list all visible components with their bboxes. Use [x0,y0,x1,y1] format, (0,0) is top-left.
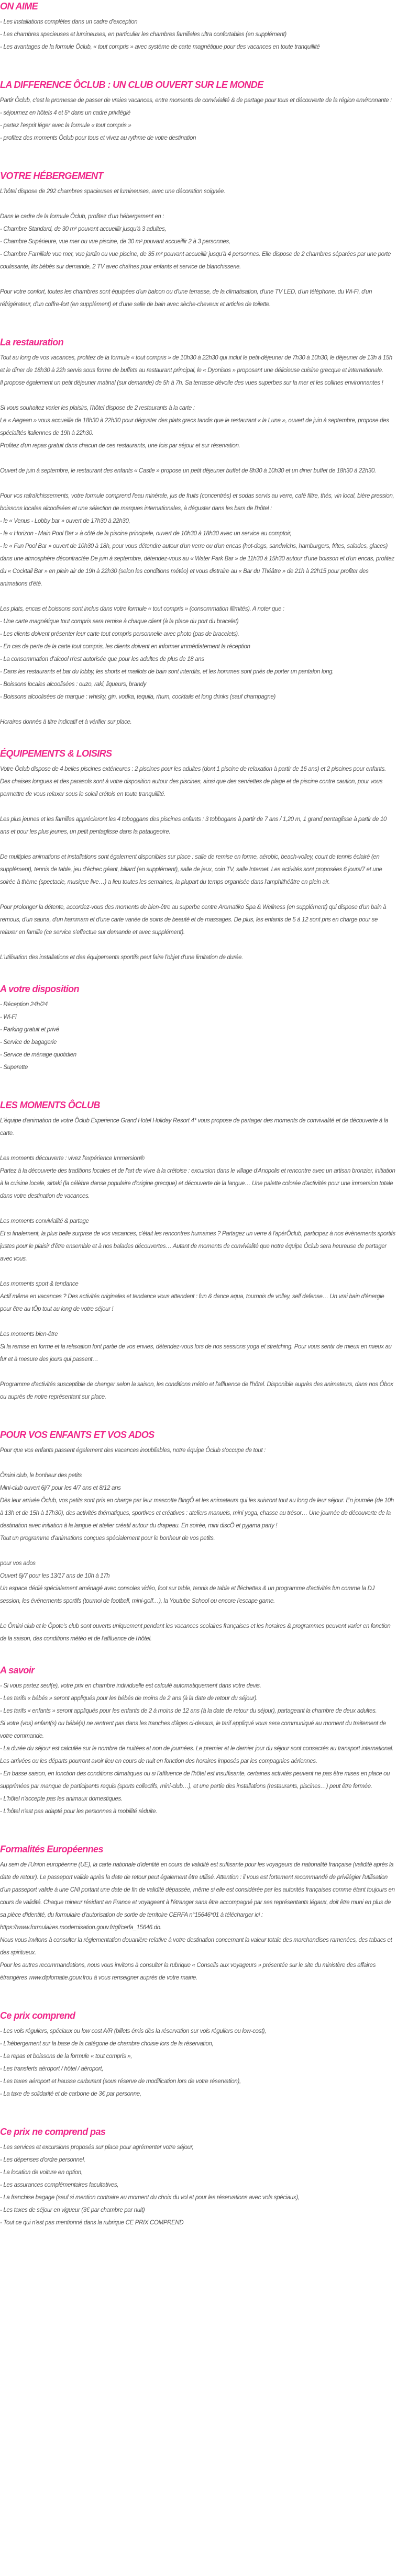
list-item: - Service de bagagerie [0,1039,57,1045]
paragraph: L'utilisation des installations et des équipements sportifs peut faire l'objet d'une limitation de durée. [0,954,243,961]
paragraph: Dans le cadre de la formule Ôclub, profitez d'un hébergement en : [0,213,164,220]
section-title: Ce prix comprend [0,2010,75,2021]
moment-block [0,1328,396,1366]
list-item: - Les avantages de la formule Ôclub, « tout compris » avec système de carte magnétique pour des vacances en toute tranquillité [0,44,320,50]
paragraph: Si vous souhaitez varier les plaisirs, l'hôtel dispose de 2 restaurants à la carte : [0,405,195,411]
list-item: - Les assurances complémentaires facultatives, [0,2182,119,2188]
list-item: - Une carte magnétique tout compris sera remise à chaque client (à la place du port du bracelet) [0,618,239,625]
moment-block [0,1152,396,1202]
paragraph: Le Ômini club et le Ôpote's club sont ouverts uniquement pendant les vacances scolaires françaises et les horaires & programmes peuvent varier en fonction de la saison, des conditions météo et de l'affluence de l'hôtel. [0,1623,391,1642]
list-item: - En cas de perte de la carte tout compris, les clients doivent en informer immédiatement la réception [0,644,250,650]
section-title: A votre disposition [0,984,79,994]
section-title: ÉQUIPEMENTS & LOISIRS [0,748,112,759]
paragraph: Pour que vos enfants passent également des vacances inoubliables, notre équipe Ôclub s'occupe de tout : [0,1447,266,1454]
paragraph: Les plats, encas et boissons sont inclus dans votre formule « tout compris » (consommation illimités). A noter que : [0,606,284,612]
list-item: - le « Venus - Lobby bar » ouvert de 17h30 à 22h30, [0,518,130,524]
list-item: - Si vous partez seul(e), votre prix en chambre individuelle est calculé automatiquement dans votre devis. [0,1683,261,1689]
section-title: VOTRE HÉBERGEMENT [0,171,103,181]
section-a-savoir [0,1664,396,1818]
list-item: - Les dépenses d'ordre personnel, [0,2157,85,2163]
paragraph: Pour vos rafraîchissements, votre formule comprend l'eau minérale, jus de fruits (concentrés) et sodas servis au verre, café filtre, thés, vin local, bière pression, boissons locales alcoolisées et une sélection de marques internationales, à déguster dans les bars de l'hôtel : [0,493,394,512]
list-item: - Les taxes de séjour en vigueur (3€ par chambre par nuit) [0,2207,145,2213]
paragraph: Partez à la découverte des traditions locales et de l'art de vivre à la crétoise : excursion dans le village d'Anopolis et rencontre avec un artisan bronzier, initiation à la cuisine locale, sirtaki (la célèbre danse populaire d'origine grecque) et découverte de la langue… Une palette colorée d'activités pour une immersion totale dans votre destination de vacances. [0,1168,395,1199]
section-restauration [0,336,396,728]
paragraph: Si la remise en forme et la relaxation font partie de vos envies, détendez-vous lors de nos sessions yoga et stretching. Pour vous sentir de mieux en mieux au fur et à mesure des jours qui passent… [0,1344,392,1363]
section-formalites [0,1843,396,1984]
paragraph: Le « Aegean » vous accueille de 18h30 à 22h30 pour déguster des plats grecs tandis que le restaurant « la Luna », ouvert de juin à septembre, propose des spécialités italiennes de 19h à 22h30. [0,418,389,436]
list-item: - Dans les restaurants et bar du lobby, les shorts et maillots de bain sont interdits, et les hommes sont priés de porter un pantalon long. [0,669,334,675]
paragraph: Actif même en vacances ? Des activités originales et tendance vous attendent : fun & dance aqua, tournois de volley, self defense… Un vrai bain d'énergie pour être au tÔp tout au long de votre séjour ! [0,1293,384,1312]
list-item: - Wi-Fi [0,1014,17,1020]
section-title: POUR VOS ENFANTS ET VOS ADOS [0,1430,155,1440]
list-item: - La repas et boissons de la formule « tout compris », [0,2053,133,2060]
moment-block [0,1278,396,1315]
section-enfants-ados [0,1428,396,1645]
paragraph: Pour les autres recommandations, nous vous invitons à consulter la rubrique « Conseils aux voyageurs » présentée sur le site du ministère des affaires étrangères www.diplomatie.gouv.frou à vous renseigner auprès de votre mairie. [0,1962,376,1981]
moment-heading: Les moments bien-être [0,1331,58,1337]
list-item: - Chambre Familiale vue mer, vue jardin ou vue piscine, de 35 m² pouvant accueillir jusqu'à 4 personnes. Elle dispose de 2 chambres séparées par une porte coulissante, lits bébés sur demande, 2 TV avec chaînes pour enfants et service de blanchisserie. [0,251,391,270]
section-title: A savoir [0,1665,35,1675]
list-item: - Les vols réguliers, spéciaux ou low cost A/R (billets émis dès la réservation sur vols réguliers ou low-cost), [0,2028,267,2034]
paragraph: Et si finalement, la plus belle surprise de vos vacances, c'était les rencontres humaines ? Partagez un verre à l'apérÔclub, participez à nos évènements sportifs justes pour le plaisir d'être ensemble et à nos balades découvertes… Autant de moments de convivialité que notre équipe Ôclub sera heureuse de partager avec vous. [0,1231,395,1262]
list-item: - La durée du séjour est calculée sur le nombre de nuitées et non de journées. Le premier et le dernier jour du séjour sont consacrés au transport international. Les arrivées ou les départs pourront avoir lieu en cours de nuit en fonction des horaires imposés par les compagnies aériennes. [0,1746,394,1764]
list-item: - La location de voiture en option, [0,2169,83,2176]
section-prix-comprend [0,2009,396,2100]
paragraph: Profitez d'un repas gratuit dans chacun de ces restaurants, une fois par séjour et sur réservation. [0,443,240,449]
list-item: - En basse saison, en fonction des conditions climatiques ou si l'affluence de l'hôtel est insuffisante, certaines activités peuvent ne pas être mises en place ou supprimées par manque de participants requis (sports collectifs, mini-club…), et une partie des installations (restaurants, piscines…) peut être fermée. [0,1771,390,1790]
list-item: - Les services et excursions proposés sur place pour agrémenter votre séjour, [0,2144,194,2151]
mini-club-block [0,1469,396,1545]
list-item: - Chambre Supérieure, vue mer ou vue piscine, de 30 m² pouvant accueillir 2 à 3 personnes, [0,239,230,245]
list-item: Si votre (vos) enfant(s) ou bébé(s) ne rentrent pas dans les tranches d'âges ci-dessus, le tarif appliqué vous sera communiqué au moment du traitement de votre commande. [0,1720,386,1739]
list-item: - Les tarifs « bébés » seront appliqués pour les bébés de moins de 2 ans (à la date de retour du séjour). [0,1695,258,1702]
paragraph: Programme d'activités susceptible de changer selon la saison, les conditions météo et l'affluence de l'hôtel. Disponible auprès des animateurs, dans nos Ôbox ou auprès de notre représentant sur place. [0,1381,393,1400]
ados-club-block [0,1557,396,1607]
list-item: - Boissons alcoolisées de marque : whisky, gin, vodka, tequila, rhum, cocktails et long drinks (sauf champagne) [0,694,275,700]
list-item: - Les transferts aéroport / hôtel / aéroport, [0,2066,104,2072]
paragraph: Pour prolonger la détente, accordez-vous des moments de bien-être au superbe centre Aromatiko Spa & Wellness (en supplément) qui dispose d'un bain à remous, d'un sauna, d'un hammam et d'une carte variée de soins de beauté et de massages. De plus, les enfants de 5 à 12 sont pris en charge pour se relaxer en famille (ce service s'effectue sur demande et avec supplément). [0,904,387,936]
section-hebergement [0,170,396,311]
paragraph: Horaires donnés à titre indicatif et à vérifier sur place. [0,719,132,725]
section-title: Formalités Européennes [0,1844,103,1854]
list-item: - profitez des moments Ôclub pour tous et vivez au rythme de votre destination [0,135,196,141]
section-title: Ce prix ne comprend pas [0,2127,106,2137]
list-item: - séjournez en hôtels 4 et 5* dans un cadre privilégié [0,110,130,116]
list-item: - Service de ménage quotidien [0,1052,76,1058]
club-heading: Ômini club, le bonheur des petits [0,1472,82,1479]
section-equipements-loisirs [0,747,396,964]
paragraph: Dès leur arrivée Ôclub, vos petits sont pris en charge par leur mascotte BingÔ et les animateurs qui les suivront tout au long de leur séjour. En journée (de 10h à 13h et de 15h à 17h30), des activités thématiques, sportives et créatives : ateliers manuels, mini yoga, chasse au trésor… Une journée de découverte de la destination avec initiation à la langue et atelier créatif autour du drapeau. En soirée, mini discÔ et pyjama party ! [0,1498,394,1529]
moment-block [0,1215,396,1265]
list-item: - Les taxes aéroport et hausse carburant (sous réserve de modification lors de votre réservation), [0,2078,241,2085]
paragraph: Les plus jeunes et les familles apprécieront les 4 toboggans des piscines enfants : 3 tobbogans à partir de 7 ans / 1,20 m, 1 grand pentaglisse à partir de 10 ans et pour les plus jeunes, un petit pentaglisse dans la pataugeoire. [0,816,387,835]
list-item: - Les tarifs « enfants » seront appliqués pour les enfants de 2 à moins de 12 ans (à la date de retour du séjour), partageant la chambre de deux adultes. [0,1708,377,1714]
list-item: - Les clients doivent présenter leur carte tout compris personnelle avec photo (pas de bracelets). [0,631,239,637]
section-title: LES MOMENTS ÔCLUB [0,1100,100,1110]
club-heading: pour vos ados [0,1560,36,1567]
section-a-votre-disposition [0,983,396,1074]
list-item: - La franchise bagage (sauf si mention contraire au moment du choix du vol et pour les réservations avec vols spéciaux), [0,2195,300,2201]
paragraph: Un espace dédié spécialement aménagé avec consoles vidéo, foot sur table, tennis de table et fléchettes & un programme d'activités fun comme la DJ session, les événements sportifs (tournoi de football, mini-golf…), la Youtube School ou encore l'escape game. [0,1585,374,1604]
list-item: - Réception 24h/24 [0,1002,48,1008]
section-title: La restauration [0,337,64,347]
moment-heading: Les moments convivialité & partage [0,1218,89,1224]
paragraph: Nous vous invitons à consulter la réglementation douanière relative à votre destination concernant la valeur totale des marchandises ramenées, des tabacs et des spiritueux. [0,1937,392,1956]
list-item: - le « Horizon - Main Pool Bar » à côté de la piscine principale, ouvert de 10h30 à 18h30 avec un service au comptoir, [0,531,292,537]
cerfa-link[interactable]: https://www.formulaires.modernisation.gouv.fr/gf/cerfa_15646.do. [0,1925,162,1931]
list-item: - Les chambres spacieuses et lumineuses, en particulier les chambres familiales ultra confortables (en supplément) [0,31,286,38]
list-item: - La consommation d'alcool n'est autorisée que pour les adultes de plus de 18 ans [0,656,204,662]
section-title: LA DIFFERENCE ÔCLUB : UN CLUB OUVERT SUR LE MONDE [0,80,263,90]
paragraph: Pour votre confort, toutes les chambres sont équipées d'un balcon ou d'une terrasse, de la climatisation, d'une TV LED, d'un téléphone, du Wi-Fi, d'un réfrigérateur, d'un coffre-fort (en supplément) et d'une salle de bain avec sèche-cheveux et articles de toilette. [0,289,372,308]
room-types [0,210,396,273]
moment-heading: Les moments découverte : vivez l'expérience Immersion® [0,1155,145,1162]
paragraph: Partir Ôclub, c'est la promesse de passer de vraies vacances, entre moments de convivialité & de partage pour tous et découverte de la région environnante : [0,97,392,104]
paragraph: Il propose également un petit déjeuner matinal (sur demande) de 5h à 7h. Sa terrasse dévoile des vues superbes sur la mer et les collines environnantes ! [0,380,383,386]
paragraph: Tout au long de vos vacances, profitez de la formule « tout compris » de 10h30 à 22h30 qui inclut le petit-déjeuner de 7h30 à 10h30, le déjeuner de 13h à 15h et le dîner de 18h30 à 22h servis sous forme de buffets au restaurant principal, le « Dyonisos » proposant une délicieuse cuisine grecque et internationale. [0,355,392,374]
paragraph: L'équipe d'animation de votre Ôclub Experience Grand Hotel Holiday Resort 4* vous propose de partager des moments de convivialité et de découverte à la carte. [0,1118,389,1137]
section-title: ON AIME [0,1,38,12]
list-item: - partez l'esprit léger avec la formule « tout compris » [0,122,131,129]
list-item: - Tout ce qui n'est pas mentionné dans la rubrique CE PRIX COMPREND [0,2220,184,2226]
paragraph: De multiples animations et installations sont également disponibles sur place : salle de remise en forme, aérobic, beach-volley, court de tennis éclairé (en supplément), tennis de table, jeu d'échec géant, billard (en supplément), salle de jeux, coin TV, salle Internet. Les activités sont proposées 6 jours/7 et une soirée à thème (spectacle, musique live…) a lieu toutes les semaines, la plupart du temps organisée dans l'amphithéâtre en plein air. [0,854,382,885]
list-item: - Superette [0,1064,28,1071]
list-item: - L'hôtel n'est pas adapté pour les personnes à mobilité réduite. [0,1808,158,1815]
section-moments-oclub [0,1099,396,1403]
list-item: - Parking gratuit et privé [0,1027,59,1033]
paragraph: Tout un programme d'animations conçues spécialement pour le bonheur de vos petits. [0,1535,215,1542]
list-item: - L'hébergement sur la base de la catégorie de chambre choisie lors de la réservation, [0,2041,214,2047]
list-item: - Chambre Standard, de 30 m² pouvant accueillir jusqu'à 3 adultes, [0,226,167,232]
section-difference-oclub [0,78,396,144]
list-item: - La taxe de solidarité et de carbone de 3€ par personne, [0,2091,141,2097]
section-prix-ne-comprend-pas [0,2125,396,2229]
moment-heading: Les moments sport & tendance [0,1281,79,1287]
club-hours: Mini-club ouvert 6j/7 pour les 4/7 ans et 8/12 ans [0,1485,121,1491]
list-item: - L'hôtel n'accepte pas les animaux domestiques. [0,1796,123,1802]
list-item: - le « Fun Pool Bar » ouvert de 10h30 à 18h, pour vous détendre autour d'un verre ou d'un encas (hot-dogs, sandwichs, hamburgers, frites, salades, glaces) dans une atmosphère décontractée De juin à septembre, détendez-vous au « Water Park Bar » de 11h30 à 15h30 autour d'une boisson et d'un encas, profitez du « Cocktail Bar » en plein air de 19h à 22h30 (selon les conditions météo) et vous distraire au « Bar du Théâtre » de 21h à 22h15 pour profiter des animations d'été. [0,543,394,587]
list-item: - Les installations complètes dans un cadre d'exception [0,19,138,25]
paragraph: Votre Ôclub dispose de 4 belles piscines extérieures : 2 piscines pour les adultes (dont 1 piscine de relaxation à partir de 16 ans) et 2 piscines pour enfants. Des chaises longues et des parasols sont à votre disposition autour des piscines, ainsi que des serviettes de plage et de piscine contre caution, pour vous permettre de vous relaxer sous le soleil crétois en toute tranquillité. [0,766,386,797]
section-on-aime [0,0,396,53]
paragraph: L'hôtel dispose de 292 chambres spacieuses et lumineuses, avec une décoration soignée. [0,188,225,195]
paragraph: Ouvert de juin à septembre, le restaurant des enfants « Castle » propose un petit déjeuner buffet de 8h30 à 10h30 et un diner buffet de 18h30 à 22h30. [0,468,376,474]
list-item: - Boissons locales alcoolisées : ouzo, raki, liqueurs, brandy [0,681,147,688]
paragraph: Au sein de l'Union européenne (UE), la carte nationale d'identité en cours de validité est suffisante pour les voyageurs de nationalité française (validité après la date de retour). Le passeport valide après la date de retour peut également être utilisé. Attention : il vous est fortement recommandé de privilégier l'utilisation d'un passeport valide à une CNI portant une date de fin de validité dépassée, même si elle est considérée par les autorités françaises comme étant toujours en cours de validité. Chaque mineur résidant en France et voyageant à l'étranger sans être accompagné par ses représentants légaux, doit être muni en plus de sa pièce d'identité, du formulaire d'autorisation de sortie de territoire CERFA n°15646*01 à télécharger ici : [0,1862,395,1918]
club-hours: Ouvert 6j/7 pour les 13/17 ans de 10h à 17h [0,1573,110,1579]
